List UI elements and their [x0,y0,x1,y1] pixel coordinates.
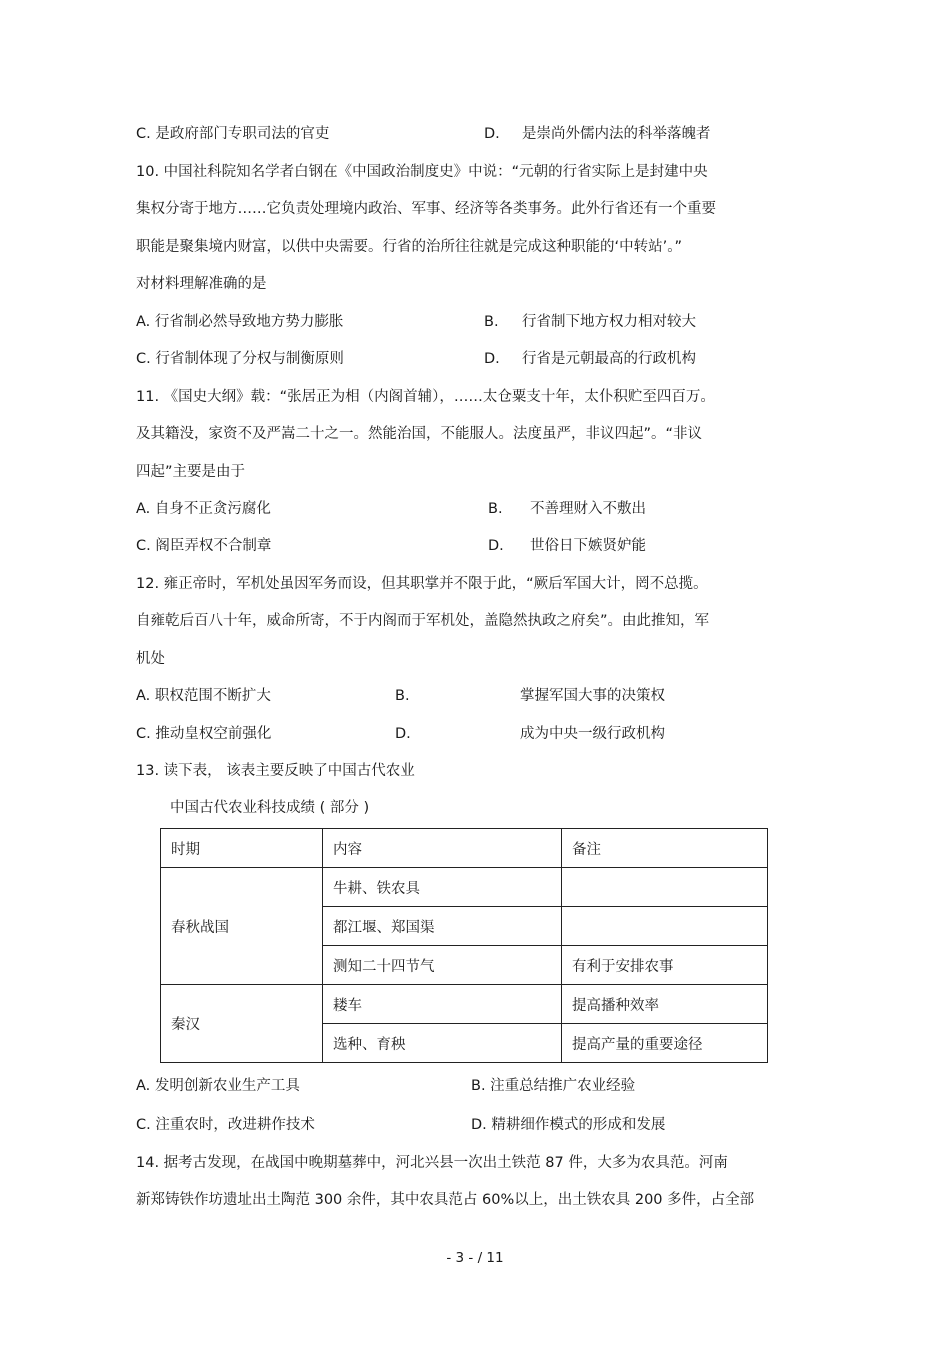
content-cell: 选种、育秧 [323,1024,562,1063]
content-cell: 耧车 [323,985,562,1024]
table-header-cell: 内容 [323,829,562,868]
q10-stem-line: 10. 中国社科院知名学者白钢在《中国政治制度史》中说：“元朝的行省实际上是封建中央 [136,164,708,180]
q10-option-a: A. 行省制必然导致地方势力膨胀 [136,314,344,330]
table-row [161,868,768,907]
q10-option-d-letter: D. [484,351,500,367]
page-number: - 3 - / 11 [446,1250,504,1266]
q12-option-c: C. 推动皇权空前强化 [136,726,272,742]
table-row [161,985,768,1024]
q9-option-d-letter: D. [484,126,500,142]
q9-option-c: C. 是政府部门专职司法的官吏 [136,126,330,142]
q11-stem-line: 四起”主要是由于 [136,464,246,480]
q12-option-d: 成为中央一级行政机构 [520,726,665,742]
note-cell [562,907,768,946]
q11-option-d-letter: D. [488,538,504,554]
q11-option-a: A. 自身不正贪污腐化 [136,501,271,517]
table-header-row [161,829,768,868]
table-header-cell: 备注 [562,829,768,868]
q11-option-b-letter: B. [488,501,503,517]
q10-option-c: C. 行省制体现了分权与制衡原则 [136,351,344,367]
note-cell: 提高播种效率 [562,985,768,1024]
q10-option-d: 行省是元朝最高的行政机构 [522,351,696,367]
period-cell: 春秋战国 [161,868,323,985]
note-cell: 有利于安排农事 [562,946,768,985]
q11-option-d: 世俗日下嫉贤妒能 [530,538,646,554]
q12-stem-line: 机处 [136,651,165,667]
content-cell: 测知二十四节气 [323,946,562,985]
q13-option-a: A. 发明创新农业生产工具 [136,1078,300,1094]
q10-stem-line: 集权分寄于地方……它负责处理境内政治、军事、经济等各类事务。此外行省还有一个重要 [136,201,716,217]
q10-stem-line: 对材料理解准确的是 [136,276,267,292]
q11-stem-line: 11. 《国史大纲》载：“张居正为相（内阁首辅），……太仓粟支十年，太仆积贮至四百万。 [136,389,715,405]
q10-option-b-letter: B. [484,314,499,330]
q13-stem: 13. 读下表， 该表主要反映了中国古代农业 [136,763,415,779]
q12-option-b: 掌握军国大事的决策权 [520,688,665,704]
q13-option-b: B. 注重总结推广农业经验 [471,1078,636,1094]
q10-stem-line: 职能是聚集境内财富，以供中央需要。行省的治所往往就是完成这种职能的‘中转站’。” [136,239,682,255]
content-cell: 牛耕、铁农具 [323,868,562,907]
q14-stem-line: 新郑铸铁作坊遗址出土陶范 300 余件，其中农具范占 60%以上，出土铁农具 200 多件，占全部 [136,1192,755,1208]
q13-option-c: C. 注重农时，改进耕作技术 [136,1117,315,1133]
q10-option-b: 行省制下地方权力相对较大 [522,314,696,330]
q12-stem-line: 自雍乾后百八十年，威命所寄，不于内阁而于军机处，盖隐然执政之府矣”。由此推知，军 [136,613,710,629]
note-cell [562,868,768,907]
content-cell: 都江堰、郑国渠 [323,907,562,946]
note-cell: 提高产量的重要途径 [562,1024,768,1063]
q12-stem-line: 12. 雍正帝时，军机处虽因军务而设，但其职掌并不限于此，“厥后军国大计，罔不总揽。 [136,576,708,592]
agriculture-table [160,828,768,1063]
q11-option-c: C. 阁臣弄权不合制章 [136,538,272,554]
table-header-cell: 时期 [161,829,323,868]
period-cell: 秦汉 [161,985,323,1063]
q12-option-a: A. 职权范围不断扩大 [136,688,271,704]
q12-option-d-letter: D. [395,726,411,742]
q11-stem-line: 及其籍没，家资不及严嵩二十之一。然能治国，不能服人。法度虽严，非议四起”。“非议 [136,426,703,442]
q11-option-b: 不善理财入不敷出 [530,501,646,517]
q13-option-d: D. 精耕细作模式的形成和发展 [471,1117,666,1133]
q9-option-d: 是崇尚外儒内法的科举落魄者 [522,126,711,142]
q14-stem-line: 14. 据考古发现，在战国中晚期墓葬中，河北兴县一次出土铁范 87 件，大多为农具范。河南 [136,1155,728,1171]
q12-option-b-letter: B. [395,688,410,704]
table-title: 中国古代农业科技成绩 ( 部分 ) [170,800,370,816]
